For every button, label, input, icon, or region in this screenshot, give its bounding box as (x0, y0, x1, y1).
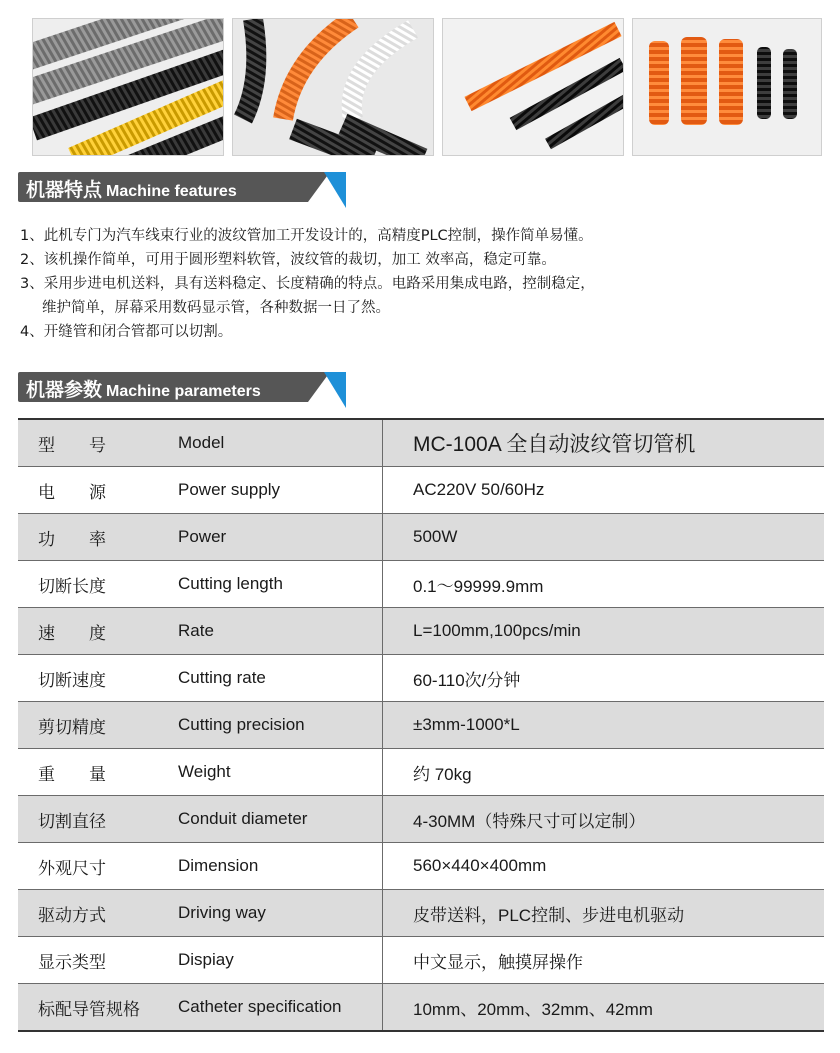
param-label-zh: 切割直径 (18, 796, 178, 843)
param-label-en: Catheter specification (178, 984, 383, 1032)
param-label-en: Cutting length (178, 561, 383, 608)
table-row (18, 984, 824, 1032)
features-title-zh: 机器特点 (26, 179, 103, 201)
feature-item-continuation: 维护简单，屏幕采用数码显示管，各种数据一日了然。 (42, 300, 390, 316)
table-row (18, 514, 824, 561)
param-label-en: Rate (178, 608, 383, 655)
param-value: 60-110次/分钟 (383, 655, 825, 702)
param-label-en: Power supply (178, 467, 383, 514)
param-value: L=100mm,100pcs/min (383, 608, 825, 655)
param-label-zh: 标配导管规格 (18, 984, 178, 1032)
param-value: 560×440×400mm (383, 843, 825, 890)
features-list (20, 224, 820, 344)
product-photos (0, 0, 840, 160)
features-section-header (18, 172, 348, 208)
table-row (18, 419, 824, 467)
param-label-zh: 功 率 (18, 514, 178, 561)
param-label-zh: 重 量 (18, 749, 178, 796)
param-label-en: Weight (178, 749, 383, 796)
param-label-en: Power (178, 514, 383, 561)
param-label-en: Dimension (178, 843, 383, 890)
header-accent-icon (324, 372, 346, 408)
feature-item: 3、采用步进电机送料，具有送料稳定、长度精确的特点。电路采用集成电路，控制稳定， (20, 276, 595, 292)
table-row (18, 843, 824, 890)
param-label-en: Cutting precision (178, 702, 383, 749)
params-title-zh: 机器参数 (26, 379, 103, 401)
params-table (18, 418, 824, 1032)
photo-gray-yellow-conduits (32, 18, 224, 156)
param-value: 0.1～99999.9mm (383, 561, 825, 608)
param-label-zh: 切断速度 (18, 655, 178, 702)
param-label-en: Driving way (178, 890, 383, 937)
param-value: AC220V 50/60Hz (383, 467, 825, 514)
param-value: 约 70kg (383, 749, 825, 796)
param-value: 皮带送料，PLC控制、步进电机驱动 (383, 890, 825, 937)
features-title-en: Machine features (106, 183, 237, 200)
param-label-en: Cutting rate (178, 655, 383, 702)
params-section-header (18, 372, 348, 408)
param-label-en: Dispiay (178, 937, 383, 984)
param-value: ±3mm-1000*L (383, 702, 825, 749)
param-value: 中文显示，触摸屏操作 (383, 937, 825, 984)
table-row (18, 467, 824, 514)
feature-item: 4、开缝管和闭合管都可以切割。 (20, 324, 233, 340)
param-label-zh: 驱动方式 (18, 890, 178, 937)
conduit-image-2 (233, 19, 433, 155)
photo-orange-black-conduits (442, 18, 624, 156)
param-label-en: Conduit diameter (178, 796, 383, 843)
param-value: 10mm、20mm、32mm、42mm (383, 984, 825, 1032)
param-label-zh: 显示类型 (18, 937, 178, 984)
param-label-zh: 切断长度 (18, 561, 178, 608)
param-label-en: Model (178, 419, 383, 467)
table-row (18, 608, 824, 655)
params-title-en: Machine parameters (106, 383, 261, 400)
param-label-zh: 电 源 (18, 467, 178, 514)
table-row (18, 890, 824, 937)
table-row (18, 702, 824, 749)
photo-cut-segments (632, 18, 822, 156)
param-value: 500W (383, 514, 825, 561)
param-label-zh: 剪切精度 (18, 702, 178, 749)
conduit-image-4 (633, 19, 821, 155)
param-label-zh: 外观尺寸 (18, 843, 178, 890)
conduit-image-1 (33, 19, 223, 155)
conduit-image-3 (443, 19, 623, 155)
table-row (18, 796, 824, 843)
table-row (18, 749, 824, 796)
table-row (18, 561, 824, 608)
table-row (18, 655, 824, 702)
table-row (18, 937, 824, 984)
photo-mixed-conduits (232, 18, 434, 156)
param-label-zh: 速 度 (18, 608, 178, 655)
header-accent-icon (324, 172, 346, 208)
param-value: 4-30MM（特殊尺寸可以定制） (383, 796, 825, 843)
feature-item: 1、此机专门为汽车线束行业的波纹管加工开发设计的，高精度PLC控制，操作简单易懂。 (20, 228, 593, 244)
param-value: MC-100A 全自动波纹管切管机 (383, 419, 825, 467)
param-label-zh: 型 号 (18, 419, 178, 467)
feature-item: 2、该机操作简单，可用于圆形塑料软管，波纹管的裁切，加工 效率高，稳定可靠。 (20, 252, 556, 268)
